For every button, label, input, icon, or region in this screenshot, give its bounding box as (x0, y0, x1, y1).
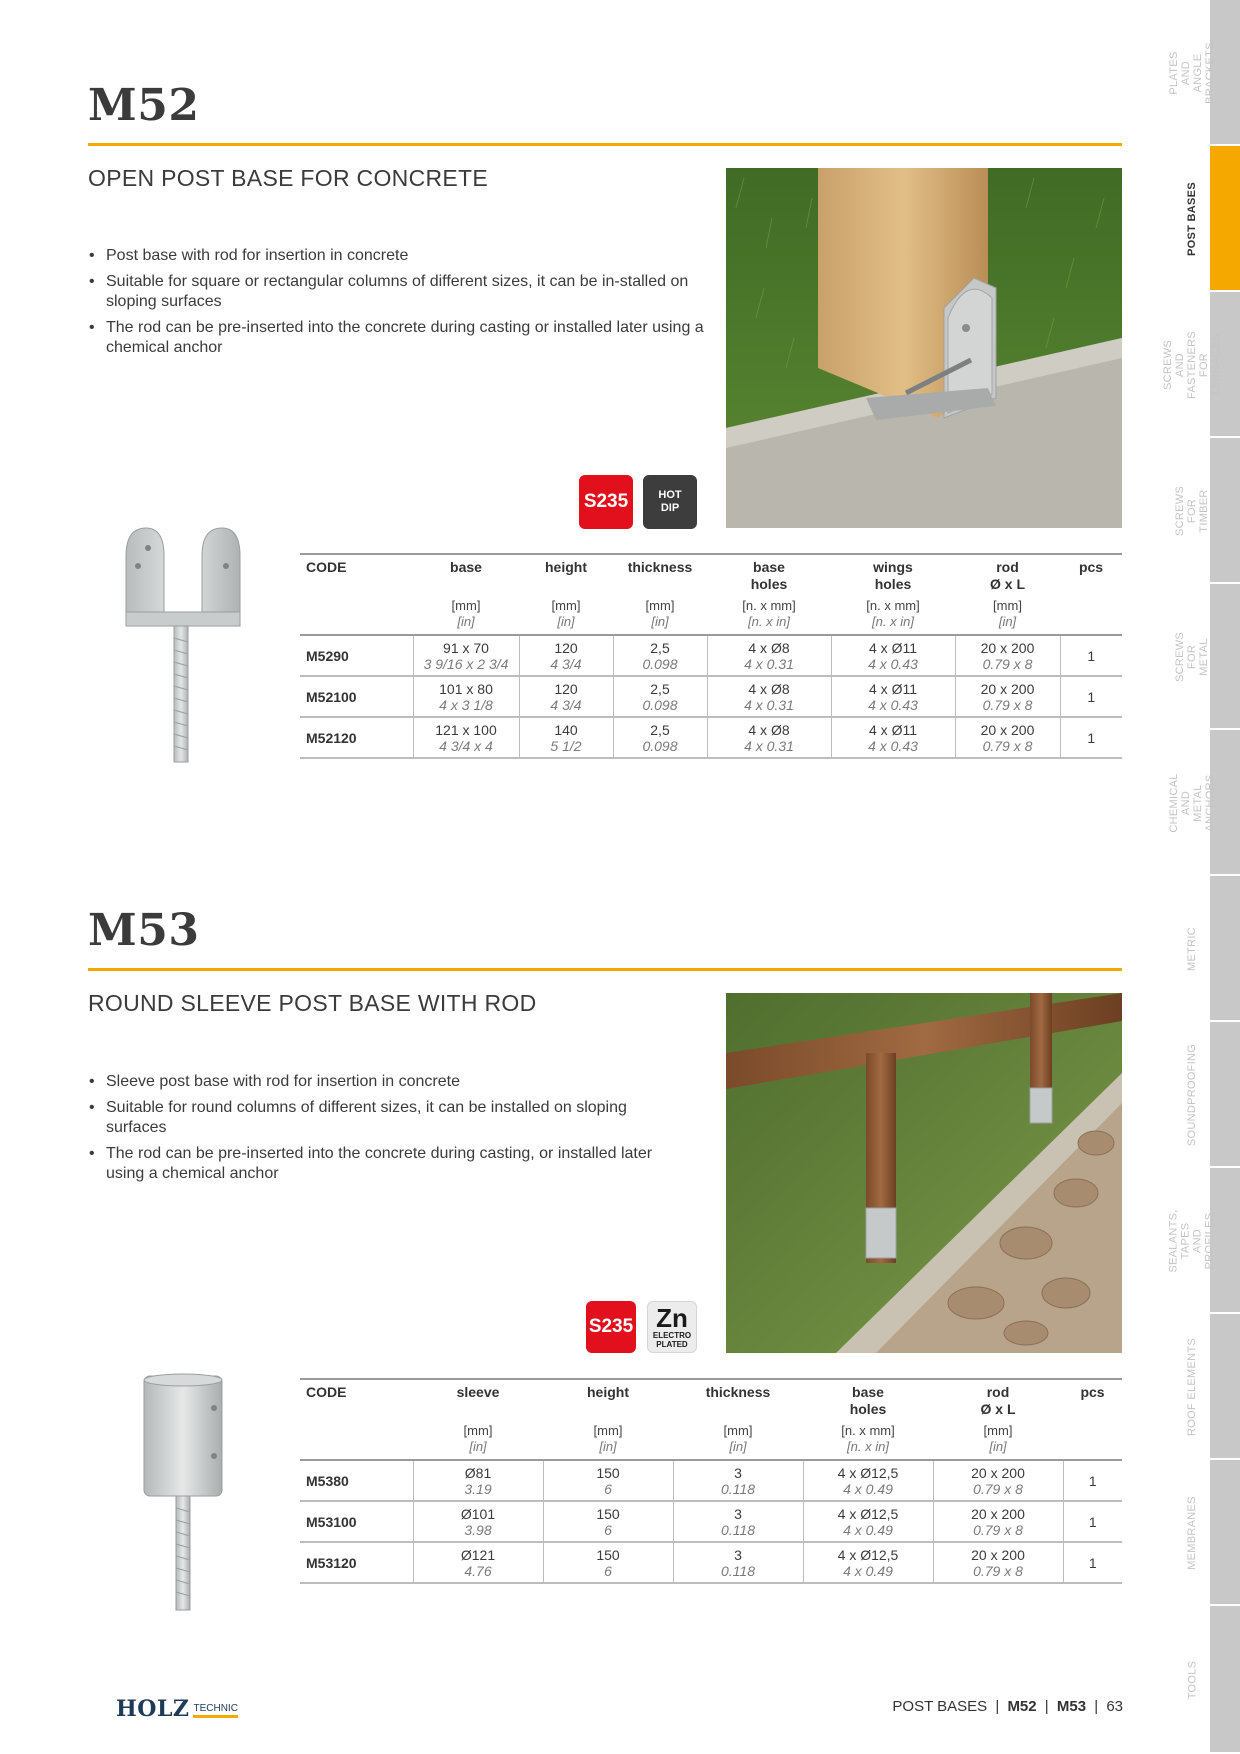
column-header-pcs: pcs (1063, 1379, 1122, 1423)
thickness-cell: 3 0.118 (673, 1501, 803, 1542)
unit-cell (300, 598, 413, 635)
column-header-wings-holes: wings holes (831, 554, 955, 598)
footer-section[interactable]: POST BASES (892, 1698, 988, 1715)
unit-cell: [mm] [in] (413, 598, 519, 635)
base-holes-cell: 4 x Ø8 4 x 0.31 (707, 676, 831, 717)
column-header-base-holes: base holes (803, 1379, 933, 1423)
wings-holes-cell: 4 x Ø11 4 x 0.43 (831, 676, 955, 717)
m52-subtitle: OPEN POST BASE FOR CONCRETE (88, 165, 489, 191)
column-header-base: base (413, 554, 519, 598)
code-cell: M53120 (300, 1542, 413, 1583)
unit-cell: [n. x mm] [n. x in] (831, 598, 955, 635)
base-cell: 91 x 70 3 9/16 x 2 3/4 (413, 635, 519, 676)
rod-cell: 20 x 200 0.79 x 8 (955, 717, 1060, 758)
unit-cell: [mm] [in] (955, 598, 1060, 635)
code-cell: M5380 (300, 1460, 413, 1501)
m53-product-image (140, 1372, 226, 1612)
column-header-height: height (519, 554, 613, 598)
m52-title: M52 (88, 80, 200, 131)
list-item: • Sleeve post base with rod for insertion in concrete (88, 1072, 688, 1092)
unit-cell: [mm] [in] (543, 1423, 673, 1460)
side-tab-label-post-bases: POST BASES (1186, 182, 1198, 256)
side-tab-label-plates: PLATES AND ANGLE BRACKETS (1168, 42, 1217, 104)
unit-cell (1060, 598, 1122, 635)
m53-spec-table (300, 1378, 1122, 1584)
rod-cell: 20 x 200 0.79 x 8 (933, 1460, 1063, 1501)
column-header-pcs: pcs (1060, 554, 1122, 598)
unit-cell (1063, 1423, 1122, 1460)
table-row (300, 635, 1122, 676)
unit-cell: [mm] [in] (413, 1423, 543, 1460)
code-cell: M53100 (300, 1501, 413, 1542)
m53-installation-photo (726, 993, 1122, 1353)
unit-cell: [n. x mm] [n. x in] (803, 1423, 933, 1460)
column-header-height: height (543, 1379, 673, 1423)
m53-divider (88, 968, 1122, 971)
sleeve-cell: Ø121 4.76 (413, 1542, 543, 1583)
footer-item-m53[interactable]: M53 (1056, 1698, 1087, 1715)
table-row (300, 1460, 1122, 1501)
column-header-thickness: thickness (613, 554, 707, 598)
thickness-cell: 2,5 0.098 (613, 676, 707, 717)
logo-wordmark: HOLZ (116, 1696, 190, 1722)
base-holes-cell: 4 x Ø12,5 4 x 0.49 (803, 1542, 933, 1583)
sleeve-cell: Ø101 3.98 (413, 1501, 543, 1542)
column-header-code: CODE (300, 1379, 413, 1423)
height-cell: 120 4 3/4 (519, 635, 613, 676)
base-holes-cell: 4 x Ø12,5 4 x 0.49 (803, 1501, 933, 1542)
side-tab-label-membranes: MEMBRANES (1186, 1496, 1199, 1570)
list-item: • The rod can be pre-inserted into the concrete during casting or installed later using a chemical anchor (88, 318, 708, 358)
table-row (300, 1542, 1122, 1583)
base-cell: 121 x 100 4 3/4 x 4 (413, 717, 519, 758)
footer-breadcrumb (892, 1698, 1123, 1715)
side-tab-label-sealants: SEALANTS, TAPES AND PROFILES (1168, 1209, 1217, 1273)
zinc-electroplated-badge: Zn ELECTRO PLATED (647, 1301, 697, 1353)
unit-cell: [mm] [in] (933, 1423, 1063, 1460)
column-header-rod: rod Ø x L (955, 554, 1060, 598)
unit-cell (300, 1423, 413, 1460)
column-header-code: CODE (300, 554, 413, 598)
table-row (300, 676, 1122, 717)
base-holes-cell: 4 x Ø12,5 4 x 0.49 (803, 1460, 933, 1501)
sleeve-cell: Ø81 3.19 (413, 1460, 543, 1501)
base-holes-cell: 4 x Ø8 4 x 0.31 (707, 635, 831, 676)
base-cell: 101 x 80 4 x 3 1/8 (413, 676, 519, 717)
pcs-cell: 1 (1063, 1501, 1122, 1542)
wings-holes-cell: 4 x Ø11 4 x 0.43 (831, 717, 955, 758)
rod-cell: 20 x 200 0.79 x 8 (955, 676, 1060, 717)
height-cell: 120 4 3/4 (519, 676, 613, 717)
pcs-cell: 1 (1060, 635, 1122, 676)
thickness-cell: 2,5 0.098 (613, 635, 707, 676)
m52-divider (88, 143, 1122, 146)
table-row (300, 1501, 1122, 1542)
height-cell: 150 6 (543, 1501, 673, 1542)
unit-cell: [mm] [in] (673, 1423, 803, 1460)
unit-cell: [mm] [in] (519, 598, 613, 635)
wings-holes-cell: 4 x Ø11 4 x 0.43 (831, 635, 955, 676)
rod-cell: 20 x 200 0.79 x 8 (933, 1542, 1063, 1583)
pcs-cell: 1 (1063, 1542, 1122, 1583)
m53-features (88, 1072, 688, 1190)
base-holes-cell: 4 x Ø8 4 x 0.31 (707, 717, 831, 758)
column-header-rod: rod Ø x L (933, 1379, 1063, 1423)
height-cell: 150 6 (543, 1542, 673, 1583)
list-item: • Suitable for square or rectangular columns of different sizes, it can be in-stalled on sloping surfaces (88, 272, 708, 312)
pcs-cell: 1 (1063, 1460, 1122, 1501)
pcs-cell: 1 (1060, 717, 1122, 758)
rod-cell: 20 x 200 0.79 x 8 (955, 635, 1060, 676)
page-number: 63 (1106, 1698, 1123, 1715)
pcs-cell: 1 (1060, 676, 1122, 717)
side-tab-label-terraces: SCREWS AND FASTENERS FOR TERRACES (1162, 330, 1223, 400)
m52-product-image (118, 526, 248, 764)
m52-features (88, 246, 708, 364)
side-tab-label-timber: SCREWS FOR TIMBER (1174, 485, 1210, 537)
m53-title: M53 (88, 905, 200, 956)
list-item: • Suitable for round columns of different sizes, it can be installed on sloping surfaces (88, 1098, 688, 1138)
thickness-cell: 3 0.118 (673, 1542, 803, 1583)
holz-technic-logo (116, 1696, 238, 1722)
footer-item-m52[interactable]: M52 (1007, 1698, 1037, 1715)
m52-installation-photo (726, 168, 1122, 528)
code-cell: M5290 (300, 635, 413, 676)
code-cell: M52100 (300, 676, 413, 717)
height-cell: 140 5 1/2 (519, 717, 613, 758)
footer-separator: | (1094, 1698, 1099, 1715)
column-header-base-holes: base holes (707, 554, 831, 598)
side-tab-label-metal: SCREWS FOR METAL (1174, 631, 1210, 683)
hot-dip-galvanized-badge: HOT DIP (643, 475, 697, 529)
table-row (300, 717, 1122, 758)
side-tab-label-soundproofing: SOUNDPROOFING (1186, 1043, 1199, 1147)
side-tab-label-anchors: CHEMICAL AND METAL ANCHORS (1168, 773, 1216, 833)
side-tab-label-tools: TOOLS (1186, 1660, 1198, 1700)
logo-subtitle: TECHNIC (193, 1703, 237, 1718)
code-cell: M52120 (300, 717, 413, 758)
s235-steel-badge: S235 (586, 1301, 636, 1353)
thickness-cell: 3 0.118 (673, 1460, 803, 1501)
rod-cell: 20 x 200 0.79 x 8 (933, 1501, 1063, 1542)
m53-subtitle: ROUND SLEEVE POST BASE WITH ROD (88, 990, 537, 1016)
list-item: • The rod can be pre-inserted into the concrete during casting, or installed later using a chemical anchor (88, 1144, 688, 1184)
unit-cell: [n. x mm] [n. x in] (707, 598, 831, 635)
s235-steel-badge: S235 (579, 475, 633, 529)
column-header-thickness: thickness (673, 1379, 803, 1423)
column-header-sleeve: sleeve (413, 1379, 543, 1423)
side-tab-label-roof: ROOF ELEMENTS (1186, 1337, 1198, 1437)
footer-separator: | (1044, 1698, 1049, 1715)
side-tab-label-metric: METRIC (1186, 927, 1198, 971)
list-item: • Post base with rod for insertion in concrete (88, 246, 708, 266)
height-cell: 150 6 (543, 1460, 673, 1501)
thickness-cell: 2,5 0.098 (613, 717, 707, 758)
m52-spec-table (300, 553, 1122, 759)
unit-cell: [mm] [in] (613, 598, 707, 635)
footer-separator: | (995, 1698, 1000, 1715)
